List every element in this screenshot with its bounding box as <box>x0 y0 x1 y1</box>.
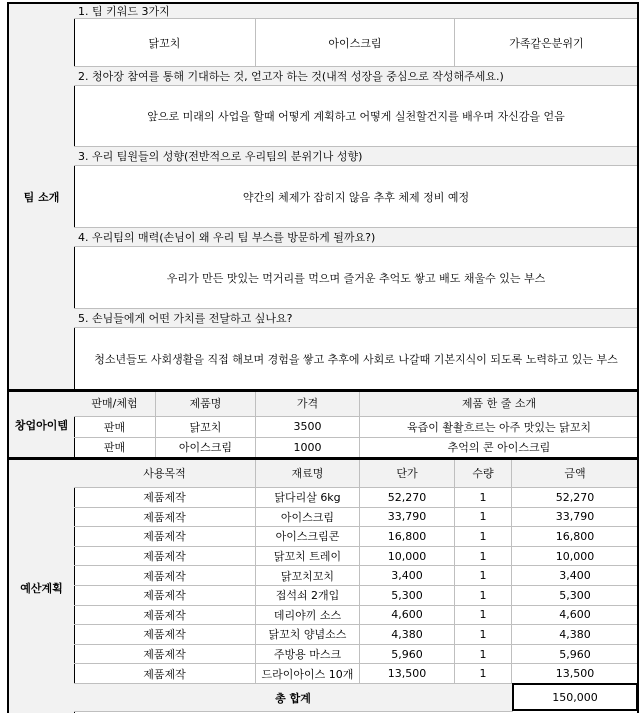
budget-cell: 10,000 <box>360 547 455 567</box>
budget-cell: 아이스크림 <box>256 508 360 528</box>
budget-cell: 1 <box>455 664 512 684</box>
budget-cell: 13,500 <box>360 664 455 684</box>
budget-cell: 1 <box>455 527 512 547</box>
budget-cell: 1 <box>455 508 512 528</box>
budget-cell: 13,500 <box>512 664 639 684</box>
budget-cell: 제품제작 <box>74 586 256 606</box>
budget-header-cell: 금액 <box>512 458 639 488</box>
budget-header-cell: 단가 <box>360 458 455 488</box>
q2-answer: 앞으로 미래의 사업을 할때 어떻게 계획하고 어떻게 실천할건지를 배우며 자신감을 얻음 <box>74 86 639 147</box>
q2-heading: 2. 청아장 참여를 통해 기대하는 것, 얻고자 하는 것(내적 성장을 중심으로 작성해주세요.) <box>74 67 639 86</box>
budget-header-cell: 재료명 <box>256 458 360 488</box>
budget-cell: 3,400 <box>512 566 639 586</box>
budget-cell: 데리야끼 소스 <box>256 606 360 626</box>
items-cell: 아이스크림 <box>156 438 256 459</box>
budget-cell: 닭꼬치 트레이 <box>256 547 360 567</box>
budget-cell: 닭꼬치 양념소스 <box>256 625 360 645</box>
budget-cell: 4,600 <box>360 606 455 626</box>
q3-heading: 3. 우리 팀원들의 성향(전반적으로 우리팀의 분위기나 성향) <box>74 147 639 166</box>
items-header-cell: 가격 <box>256 390 360 417</box>
budget-cell: 5,300 <box>360 586 455 606</box>
budget-cell: 제품제작 <box>74 547 256 567</box>
q3-answer: 약간의 체제가 잡히지 않음 추후 체제 정비 예정 <box>74 166 639 228</box>
items-cell: 1000 <box>256 438 360 459</box>
budget-header-cell: 수량 <box>455 458 512 488</box>
budget-cell: 접석쇠 2개입 <box>256 586 360 606</box>
budget-cell: 1 <box>455 645 512 665</box>
budget-cell: 5,960 <box>360 645 455 665</box>
budget-cell: 제품제작 <box>74 527 256 547</box>
items-header-cell: 제품명 <box>156 390 256 417</box>
budget-cell: 33,790 <box>360 508 455 528</box>
items-label: 창업아이템 <box>7 390 75 459</box>
total-value: 150,000 <box>512 683 638 711</box>
q4-answer: 우리가 만든 맛있는 먹거리를 먹으며 즐거운 추억도 쌓고 배도 채울수 있는 부스 <box>74 247 639 309</box>
budget-cell: 제품제작 <box>74 645 256 665</box>
q5-answer: 청소년들도 사회생활을 직접 해보며 경험을 쌓고 추후에 사회로 나갈때 기본지식이 되도록 노력하고 있는 부스 <box>74 328 639 390</box>
budget-cell: 제품제작 <box>74 508 256 528</box>
budget-cell: 1 <box>455 566 512 586</box>
budget-cell: 52,270 <box>360 488 455 508</box>
budget-cell: 드라이아이스 10개 <box>256 664 360 684</box>
budget-cell: 1 <box>455 547 512 567</box>
items-cell: 추억의 콘 아이스크림 <box>360 438 639 459</box>
q4-heading: 4. 우리팀의 매력(손님이 왜 우리 팀 부스를 방문하게 될까요?) <box>74 228 639 247</box>
team-intro-label: 팀 소개 <box>7 2 75 391</box>
budget-cell: 제품제작 <box>74 664 256 684</box>
budget-cell: 제품제작 <box>74 566 256 586</box>
budget-cell: 주방용 마스크 <box>256 645 360 665</box>
items-cell: 판매 <box>74 417 156 438</box>
budget-cell: 16,800 <box>512 527 639 547</box>
budget-cell: 닭다리살 6kg <box>256 488 360 508</box>
items-header-cell: 제품 한 줄 소개 <box>360 390 639 417</box>
budget-cell: 1 <box>455 606 512 626</box>
budget-cell: 10,000 <box>512 547 639 567</box>
budget-cell: 5,960 <box>512 645 639 665</box>
items-cell: 판매 <box>74 438 156 459</box>
budget-label: 예산계획 <box>7 458 75 713</box>
budget-cell: 4,380 <box>512 625 639 645</box>
total-label: 총 합계 <box>74 684 513 712</box>
budget-cell: 5,300 <box>512 586 639 606</box>
budget-cell: 4,380 <box>360 625 455 645</box>
keyword-3: 가족같은분위기 <box>455 19 639 67</box>
budget-cell: 제품제작 <box>74 488 256 508</box>
budget-cell: 아이스크림콘 <box>256 527 360 547</box>
keyword-2: 아이스크림 <box>256 19 455 67</box>
budget-cell: 33,790 <box>512 508 639 528</box>
budget-cell: 4,600 <box>512 606 639 626</box>
budget-cell: 제품제작 <box>74 625 256 645</box>
q1-heading: 1. 팀 키워드 3가지 <box>74 2 639 19</box>
budget-cell: 1 <box>455 488 512 508</box>
budget-header-cell: 사용목적 <box>74 458 256 488</box>
budget-cell: 1 <box>455 625 512 645</box>
budget-cell: 3,400 <box>360 566 455 586</box>
budget-cell: 52,270 <box>512 488 639 508</box>
budget-cell: 1 <box>455 586 512 606</box>
budget-cell: 16,800 <box>360 527 455 547</box>
q5-heading: 5. 손님들에게 어떤 가치를 전달하고 싶나요? <box>74 309 639 328</box>
budget-cell: 닭꼬치꼬치 <box>256 566 360 586</box>
keyword-1: 닭꼬치 <box>74 19 256 67</box>
budget-cell: 제품제작 <box>74 606 256 626</box>
items-header-cell: 판매/체험 <box>74 390 156 417</box>
items-cell: 닭꼬치 <box>156 417 256 438</box>
items-cell: 3500 <box>256 417 360 438</box>
items-cell: 육즙이 촬촬흐르는 아주 맛있는 닭꼬치 <box>360 417 639 438</box>
